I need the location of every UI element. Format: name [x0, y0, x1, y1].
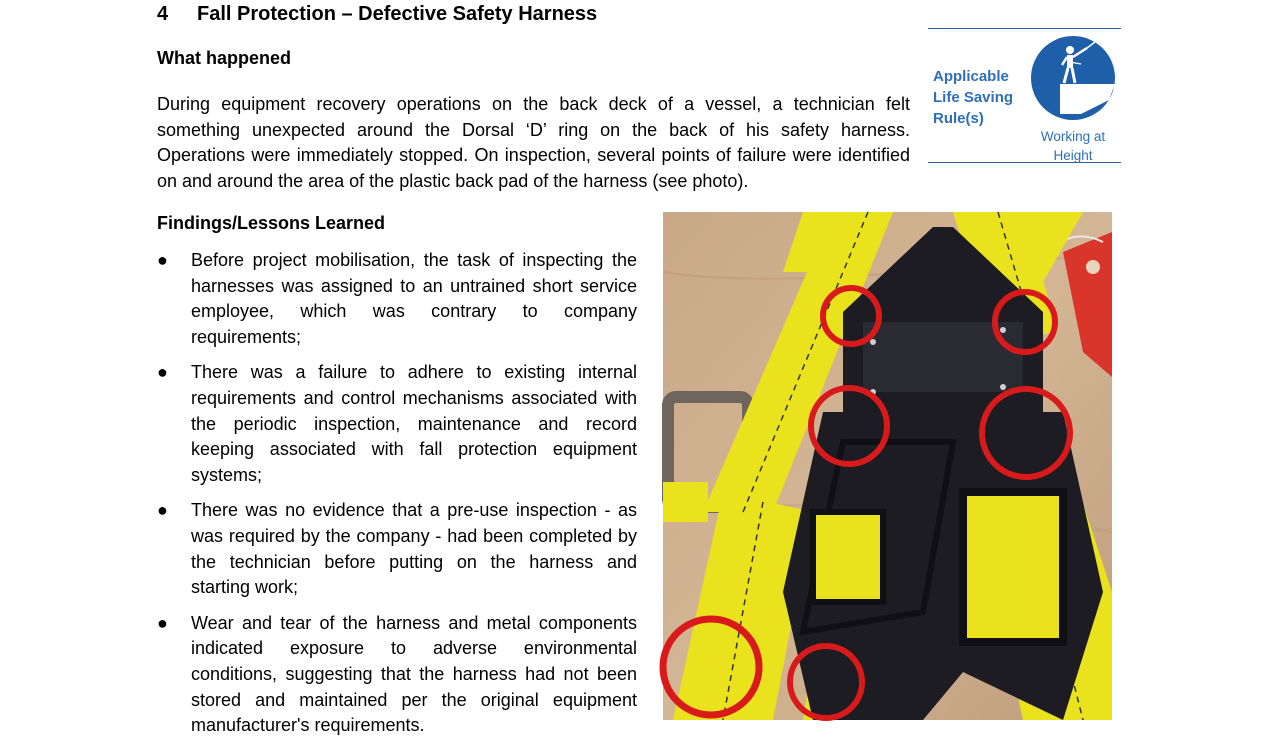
bullet-icon: ● — [157, 250, 168, 270]
life-saving-rule-label: Applicable Life Saving Rule(s) — [933, 68, 1014, 127]
finding-text: There was no evidence that a pre-use inspection - as was required by the company - had been completed by the technician before putting on the harness and starting work; — [191, 500, 637, 598]
harness-photo — [663, 212, 1112, 720]
list-item — [157, 248, 637, 350]
finding-text: There was a failure to adhere to existing internal requirements and control mechanisms associated with the periodic inspection, maintenance and record keeping associated with fall protection equipment systems; — [191, 362, 637, 485]
section-title: Fall Protection – Defective Safety Harness — [197, 3, 598, 25]
findings-list — [157, 248, 637, 749]
findings-heading: Findings/Lessons Learned — [157, 213, 386, 233]
finding-text: Wear and tear of the harness and metal components indicated exposure to adverse environmental conditions, suggesting that the harness had not been stored and maintained per the original equipment manufacturer's requirements. — [191, 612, 637, 736]
bullet-icon: ● — [157, 362, 168, 383]
list-item — [157, 360, 637, 488]
list-item — [157, 498, 637, 600]
working-at-height-icon — [1029, 34, 1117, 122]
life-saving-rule-caption: Working at Height — [1040, 129, 1106, 163]
what-happened-heading: What happened — [157, 48, 291, 68]
section-heading — [157, 3, 597, 26]
harness-back-pad-photo — [663, 212, 1112, 720]
bullet-icon: ● — [157, 612, 168, 633]
section-number: 4 — [157, 3, 169, 25]
list-item — [157, 611, 637, 739]
bullet-icon: ● — [157, 500, 168, 521]
life-saving-rule-box — [928, 28, 1121, 163]
finding-text: Before project mobilisation, the task of inspecting the harnesses was assigned to an untrained short service employee, which was contrary to company requirements; — [191, 250, 637, 347]
what-happened-text: During equipment recovery operations on the back deck of a vessel, a technician felt something unexpected around the Dorsal ‘D’ ring on the back of his safety harness. Operations were immediately stopped. On inspection, several points of failure were identified on and around the area of the plastic back pad of the harness (see photo). — [157, 94, 910, 191]
